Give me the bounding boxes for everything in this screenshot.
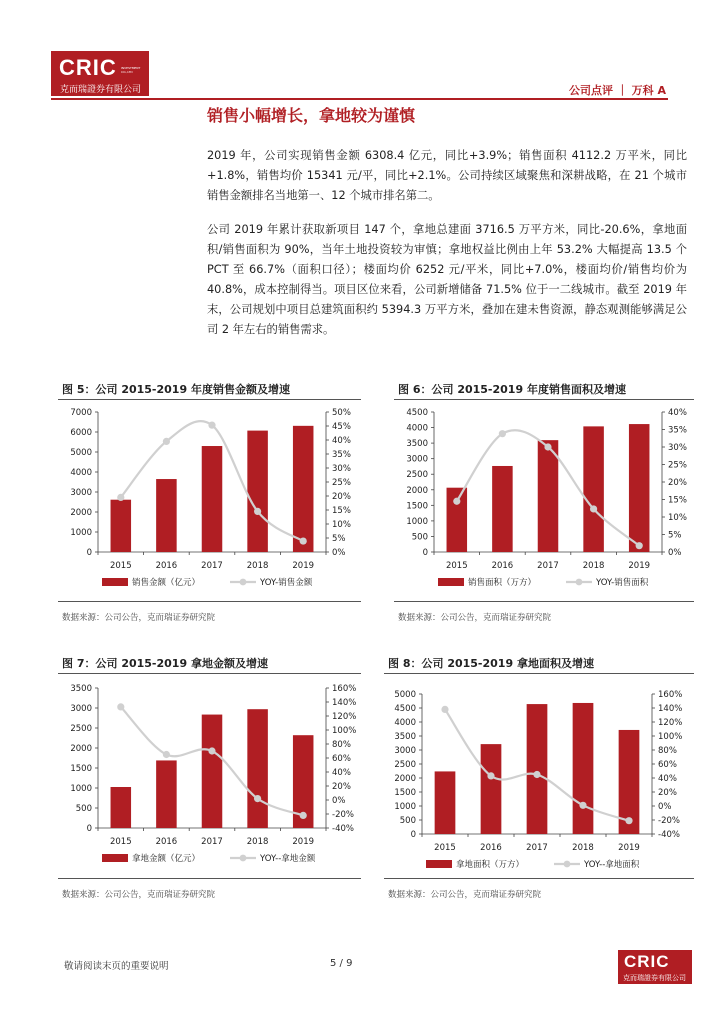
y-left-tick-label: 0: [410, 830, 416, 840]
yoy-point-2015: [117, 494, 124, 501]
x-category-label: 2015: [434, 843, 456, 853]
footer-logo: [618, 950, 692, 984]
footer-disclaimer-note: 敬请阅读末页的重要说明: [64, 961, 169, 972]
yoy-point-2015: [441, 706, 448, 713]
y-right-tick-label: 30%: [332, 464, 351, 474]
y-right-tick-label: 50%: [332, 408, 351, 418]
legend-line-label: YOY--拿地金额: [260, 854, 316, 864]
x-category-label: 2019: [628, 561, 651, 571]
x-category-label: 2016: [480, 843, 502, 853]
x-category-label: 2019: [618, 843, 640, 853]
y-left-tick-label: 3000: [394, 746, 416, 756]
y-right-tick-label: -40%: [332, 824, 354, 834]
yoy-point-2019: [625, 817, 632, 824]
y-right-tick-label: 40%: [658, 774, 677, 784]
chart-land-area: [382, 682, 694, 880]
figure-6-title: 图 6：公司 2015-2019 年度销售面积及增速: [398, 383, 626, 396]
y-right-tick-label: 0%: [668, 548, 682, 558]
y-left-tick-label: 3000: [406, 454, 428, 465]
y-left-tick-label: 1000: [70, 528, 92, 538]
figure-8-title: 图 8：公司 2015-2019 拿地面积及增速: [388, 657, 594, 670]
legend-bar-label: 销售金额（亿元）: [132, 578, 201, 588]
yoy-point-2019: [300, 812, 307, 819]
y-left-tick-label: 1000: [394, 802, 416, 812]
figure-7-top-rule: [58, 673, 361, 674]
bar-2017: [527, 704, 548, 834]
y-left-tick-label: 0: [422, 548, 428, 558]
y-right-tick-label: 20%: [332, 492, 351, 502]
y-right-tick-label: -20%: [332, 810, 354, 820]
x-category-label: 2017: [201, 837, 223, 847]
y-left-tick-label: 1500: [394, 788, 416, 798]
y-right-tick-label: -20%: [658, 816, 680, 826]
y-left-tick-label: 4000: [70, 468, 92, 478]
y-left-tick-label: 2500: [406, 470, 428, 481]
y-left-tick-label: 5000: [394, 690, 416, 700]
x-category-label: 2019: [292, 561, 315, 571]
section-title: 销售小幅增长，拿地较为谨慎: [207, 106, 416, 125]
x-category-label: 2018: [246, 837, 269, 847]
yoy-point-2018: [254, 508, 261, 515]
x-category-label: 2017: [526, 843, 548, 853]
y-right-tick-label: 30%: [668, 443, 687, 453]
bar-2019: [293, 426, 314, 552]
y-right-tick-label: 40%: [668, 408, 687, 418]
y-right-tick-label: 60%: [332, 754, 351, 764]
figure-6-bottom-rule: [394, 601, 694, 602]
figure-5-bottom-rule: [58, 601, 361, 602]
legend-bar-swatch: [438, 578, 464, 586]
bar-2016: [156, 479, 177, 552]
x-category-label: 2015: [109, 561, 132, 571]
y-right-tick-label: 60%: [658, 760, 677, 770]
figure-5-title: 图 5：公司 2015-2019 年度销售金额及增速: [62, 383, 290, 396]
figure-8-bottom-rule: [384, 878, 694, 879]
logo-company-name: 克而瑞證券有限公司: [60, 85, 142, 95]
y-right-tick-label: 100%: [332, 726, 357, 736]
yoy-point-2017: [208, 422, 215, 429]
y-right-tick-label: 120%: [658, 718, 683, 728]
figure-7-title: 图 7：公司 2015-2019 拿地金额及增速: [62, 657, 268, 670]
yoy-point-2018: [590, 505, 597, 512]
yoy-point-2018: [254, 795, 261, 802]
y-right-tick-label: 120%: [332, 712, 357, 722]
figure-5-source: 数据来源：公司公告，克而瑞证券研究院: [62, 613, 216, 623]
bar-2015: [447, 488, 468, 552]
y-right-tick-label: 40%: [332, 436, 351, 446]
y-left-tick-label: 500: [75, 804, 92, 814]
legend-bar-swatch: [102, 854, 128, 862]
x-category-label: 2015: [445, 561, 468, 571]
bar-2018: [573, 703, 594, 834]
y-right-tick-label: 25%: [668, 460, 687, 471]
y-left-tick-label: 1000: [70, 784, 92, 794]
x-category-label: 2016: [491, 561, 514, 571]
bar-2018: [583, 426, 604, 552]
figure-7-bottom-rule: [58, 878, 361, 879]
yoy-point-2016: [163, 438, 170, 445]
y-left-tick-label: 2000: [394, 774, 416, 784]
y-right-tick-label: 140%: [658, 704, 683, 714]
bar-2016: [156, 760, 177, 828]
y-left-tick-label: 3500: [394, 732, 416, 742]
y-left-tick-label: 4500: [406, 408, 428, 418]
y-left-tick-label: 3000: [70, 488, 92, 498]
figure-7-source: 数据来源：公司公告，克而瑞证券研究院: [62, 890, 216, 900]
y-right-tick-label: 140%: [332, 698, 357, 708]
bar-2017: [202, 715, 223, 828]
y-left-tick-label: 1000: [406, 516, 428, 527]
paragraph-sales: 2019 年，公司实现销售金额 6308.4 亿元，同比+3.9%；销售面积 4112.2 万平米，同比+1.8%，销售均价 15341 元/平，同比+2.1%。公司持续区域聚焦和深耕战略，在 21 个城市销售金额排名当地第一、12 个城市排名第二。: [207, 149, 687, 202]
x-category-label: 2017: [537, 561, 559, 571]
y-left-tick-label: 0: [86, 548, 92, 558]
y-right-tick-label: 45%: [332, 422, 351, 432]
y-right-tick-label: 20%: [668, 478, 687, 488]
company-logo: [51, 51, 149, 96]
x-category-label: 2018: [246, 561, 269, 571]
chart-sales-area: [392, 402, 696, 598]
bar-2018: [247, 431, 268, 552]
yoy-point-2016: [163, 751, 170, 758]
y-right-tick-label: 0%: [332, 796, 346, 806]
y-left-tick-label: 4500: [394, 704, 416, 714]
y-right-tick-label: 10%: [332, 520, 351, 530]
y-left-tick-label: 500: [399, 816, 416, 826]
y-left-tick-label: 6000: [70, 428, 92, 438]
figure-6-top-rule: [394, 399, 694, 400]
y-right-tick-label: 5%: [332, 534, 346, 544]
y-left-tick-label: 4000: [394, 718, 416, 728]
yoy-point-2017: [544, 443, 551, 450]
bar-2017: [202, 446, 223, 552]
y-left-tick-label: 2000: [70, 508, 92, 518]
y-right-tick-label: -40%: [658, 830, 680, 840]
x-category-label: 2015: [109, 837, 132, 847]
y-left-tick-label: 3500: [406, 439, 428, 450]
y-right-tick-label: 0%: [658, 802, 672, 812]
legend-line-label: YOY-销售金额: [260, 578, 313, 588]
bar-2016: [481, 744, 502, 834]
bar-2018: [247, 709, 268, 828]
yoy-point-2017: [533, 771, 540, 778]
legend-bar-swatch: [102, 578, 128, 586]
figure-8-top-rule: [384, 673, 694, 674]
y-right-tick-label: 25%: [332, 478, 351, 488]
y-left-tick-label: 500: [411, 532, 428, 543]
bar-2015: [111, 787, 132, 828]
logo-text: CRIC: [59, 55, 117, 80]
y-right-tick-label: 100%: [658, 732, 683, 742]
chart-sales-amount: [58, 402, 363, 598]
y-left-tick-label: 4000: [406, 423, 428, 434]
legend-line-label: YOY--拿地面积: [584, 860, 640, 870]
report-type-label: 公司点评 ｜ 万科 A: [568, 84, 666, 97]
bar-2015: [435, 771, 456, 834]
y-right-tick-label: 10%: [668, 513, 687, 523]
yoy-point-2018: [579, 802, 586, 809]
legend-line-label: YOY-销售面积: [596, 578, 649, 588]
y-right-tick-label: 40%: [332, 768, 351, 778]
page-number: 5 / 9: [330, 958, 353, 969]
x-category-label: 2018: [582, 561, 605, 571]
y-left-tick-label: 2500: [394, 760, 416, 770]
legend-bar-swatch: [426, 860, 452, 868]
bar-2015: [111, 500, 132, 552]
y-left-tick-label: 1500: [406, 501, 428, 512]
footer-logo-text: CRIC: [624, 952, 670, 971]
figure-8-source: 数据来源：公司公告，克而瑞证券研究院: [388, 890, 542, 900]
yoy-point-2017: [208, 747, 215, 754]
y-right-tick-label: 20%: [658, 788, 677, 798]
y-left-tick-label: 3500: [70, 684, 92, 694]
y-right-tick-label: 35%: [332, 450, 351, 460]
y-left-tick-label: 0: [86, 824, 92, 834]
x-category-label: 2016: [155, 837, 178, 847]
yoy-point-2019: [300, 537, 307, 544]
figure-5-top-rule: [58, 399, 361, 400]
y-left-tick-label: 3000: [70, 704, 92, 714]
logo-small-text: INVESTMENT CO.,LTD: [121, 66, 141, 74]
x-category-label: 2016: [155, 561, 178, 571]
legend-bar-label: 拿地金额（亿元）: [132, 854, 201, 864]
yoy-point-2015: [117, 703, 124, 710]
y-left-tick-label: 2500: [70, 724, 92, 734]
legend-line-marker: [576, 579, 583, 586]
bar-2016: [492, 466, 513, 552]
legend-line-marker: [564, 861, 571, 868]
x-category-label: 2017: [201, 561, 223, 571]
legend-line-marker: [240, 855, 247, 862]
yoy-point-2016: [499, 430, 506, 437]
y-right-tick-label: 80%: [658, 746, 677, 756]
yoy-point-2016: [487, 772, 494, 779]
footer-logo-company-name: 克而瑞證券有限公司: [623, 974, 686, 982]
y-left-tick-label: 1500: [70, 764, 92, 774]
x-category-label: 2019: [292, 837, 315, 847]
y-left-tick-label: 2000: [70, 744, 92, 754]
figure-6-source: 数据来源：公司公告，克而瑞证券研究院: [398, 613, 552, 623]
legend-line-marker: [240, 579, 247, 586]
legend-bar-label: 销售面积（万方）: [468, 578, 537, 588]
legend-bar-label: 拿地面积（万方）: [456, 860, 525, 870]
y-right-tick-label: 160%: [658, 690, 683, 700]
bar-2019: [629, 424, 650, 552]
y-right-tick-label: 15%: [332, 506, 351, 516]
y-right-tick-label: 20%: [332, 782, 351, 792]
y-right-tick-label: 0%: [332, 548, 346, 558]
header-divider: [51, 98, 668, 100]
x-category-label: 2018: [572, 843, 594, 853]
y-right-tick-label: 160%: [332, 684, 357, 694]
y-right-tick-label: 5%: [668, 530, 682, 541]
paragraph-land: 公司 2019 年累计获取新项目 147 个，拿地总建面 3716.5 万平方米，同比-20.6%，拿地面积/销售面积为 90%，当年土地投资较为审慎；拿地权益比例由上年 53.2% 大幅提高 13.5 个 PCT 至 66.7%（面积口径）；楼面均价 6252 元/平米，同比+7.0%，楼面均价/销售均价为 40.8%，成本控制得当。项目区位来看，公司新增储备 71.5% 位于一二线城市。截至 2019 年末，公司规划中项目总建筑面积约 5394.3 万平方米，叠加在建未售资源，静态观测能够满足公司 2 年左右的销售需求。: [207, 223, 687, 336]
yoy-point-2015: [453, 498, 460, 505]
yoy-point-2019: [636, 542, 643, 549]
y-right-tick-label: 15%: [668, 495, 687, 506]
bar-2017: [538, 440, 559, 552]
y-right-tick-label: 80%: [332, 740, 351, 750]
y-left-tick-label: 2000: [406, 485, 428, 496]
y-left-tick-label: 7000: [70, 408, 92, 418]
y-right-tick-label: 35%: [668, 425, 687, 436]
y-left-tick-label: 5000: [70, 448, 92, 458]
chart-land-amount: [58, 676, 363, 874]
